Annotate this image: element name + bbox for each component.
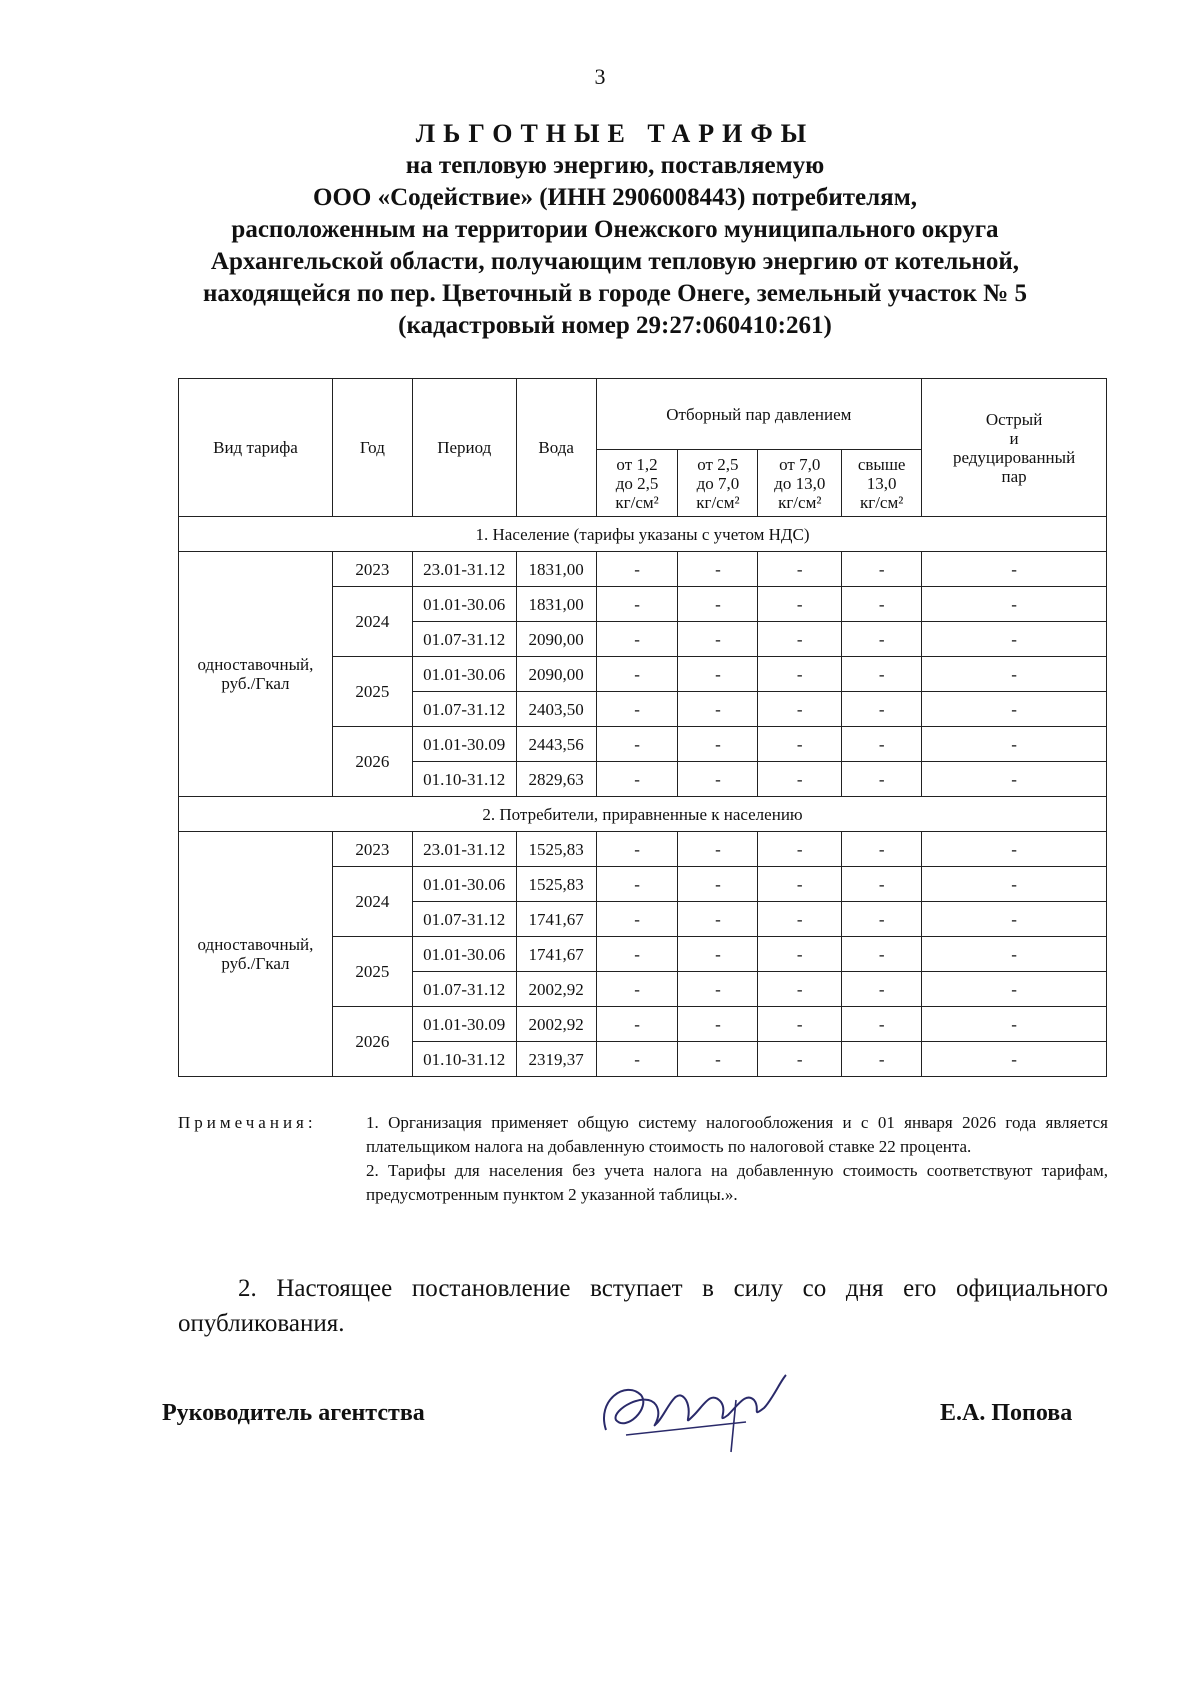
header-line: от 7,0 (779, 454, 821, 474)
steam-cell: - (596, 657, 678, 692)
sharp-steam-cell: - (922, 657, 1107, 692)
header-sharp-line: Острый (985, 409, 1043, 429)
notes-body (366, 1111, 1108, 1207)
signature-name: Е.А. Попова (940, 1400, 1073, 1426)
note-item: 1. Организация применяет общую систему налогообложения и с 01 января 2026 года является плательщиком налога на добавленную стоимость по налоговой ставке 22 процента. (366, 1113, 1108, 1156)
steam-cell: - (678, 657, 758, 692)
steam-cell: - (758, 1007, 842, 1042)
steam-cell: - (758, 972, 842, 1007)
table-row (179, 832, 1107, 867)
steam-cell: - (842, 692, 922, 727)
water-cell: 1831,00 (516, 587, 596, 622)
steam-cell: - (842, 867, 922, 902)
steam-cell: - (758, 867, 842, 902)
steam-cell: - (596, 1042, 678, 1077)
steam-cell: - (596, 832, 678, 867)
water-cell: 2090,00 (516, 657, 596, 692)
tariff-type-cell (179, 552, 333, 797)
water-cell: 2829,63 (516, 762, 596, 797)
steam-cell: - (678, 1007, 758, 1042)
header-line: кг/см² (696, 492, 740, 512)
steam-cell: - (758, 657, 842, 692)
header-steam-4 (842, 450, 922, 517)
tariff-type-cell (179, 832, 333, 1077)
water-cell: 1741,67 (516, 902, 596, 937)
steam-cell: - (758, 692, 842, 727)
steam-cell: - (758, 622, 842, 657)
sharp-steam-cell: - (922, 692, 1107, 727)
section-title: 1. Население (тарифы указаны с учетом НДС) (179, 517, 1107, 552)
header-line: до 13,0 (774, 473, 826, 493)
steam-cell: - (678, 832, 758, 867)
header-sharp-line: редуцированный (952, 447, 1076, 467)
water-cell: 2319,37 (516, 1042, 596, 1077)
steam-cell: - (842, 657, 922, 692)
sharp-steam-cell: - (922, 832, 1107, 867)
title-line: ООО «Содействие» (ИНН 2906008443) потребителям, (313, 184, 917, 211)
sharp-steam-cell: - (922, 552, 1107, 587)
steam-cell: - (596, 902, 678, 937)
steam-cell: - (678, 622, 758, 657)
steam-cell: - (842, 1007, 922, 1042)
steam-cell: - (678, 762, 758, 797)
steam-cell: - (596, 1007, 678, 1042)
steam-cell: - (596, 552, 678, 587)
section-title: 2. Потребители, приравненные к населению (179, 797, 1107, 832)
sharp-steam-cell: - (922, 937, 1107, 972)
period-cell: 01.01-30.06 (412, 937, 516, 972)
header-line: кг/см² (778, 492, 822, 512)
steam-cell: - (596, 692, 678, 727)
steam-cell: - (758, 937, 842, 972)
year-cell: 2025 (332, 937, 412, 1007)
period-cell: 01.07-31.12 (412, 972, 516, 1007)
notes-label: Примечания: (178, 1113, 317, 1132)
steam-cell: - (758, 902, 842, 937)
signature-stroke (626, 1422, 746, 1435)
document-title (150, 118, 1080, 342)
steam-cell: - (842, 762, 922, 797)
header-line: от 1,2 (616, 454, 658, 474)
sharp-steam-cell: - (922, 867, 1107, 902)
sharp-steam-cell: - (922, 762, 1107, 797)
sharp-steam-cell: - (922, 902, 1107, 937)
sharp-steam-cell: - (922, 587, 1107, 622)
tariff-type-line: одноставочный, (197, 655, 314, 674)
header-line: до 7,0 (696, 473, 740, 493)
title-line: (кадастровый номер 29:27:060410:261) (398, 312, 832, 339)
title-line: на тепловую энергию, поставляемую (405, 152, 825, 179)
period-cell: 01.10-31.12 (412, 762, 516, 797)
title-main: ЛЬГОТНЫЕ ТАРИФЫ (415, 119, 815, 148)
steam-cell: - (596, 762, 678, 797)
page-number: 3 (594, 64, 606, 89)
steam-cell: - (596, 972, 678, 1007)
sharp-steam-cell: - (922, 1042, 1107, 1077)
steam-cell: - (678, 587, 758, 622)
period-cell: 01.07-31.12 (412, 902, 516, 937)
year-cell: 2026 (332, 727, 412, 797)
water-cell: 1525,83 (516, 832, 596, 867)
year-cell: 2024 (332, 867, 412, 937)
steam-cell: - (758, 587, 842, 622)
water-cell: 1741,67 (516, 937, 596, 972)
water-cell: 2090,00 (516, 622, 596, 657)
period-cell: 23.01-31.12 (412, 552, 516, 587)
steam-cell: - (758, 727, 842, 762)
decree-paragraph: 2. Настоящее постановление вступает в силу со дня его официального опубликования. (178, 1275, 1108, 1337)
steam-cell: - (758, 832, 842, 867)
steam-cell: - (842, 832, 922, 867)
period-cell: 01.07-31.12 (412, 622, 516, 657)
year-cell: 2026 (332, 1007, 412, 1077)
steam-cell: - (842, 972, 922, 1007)
header-steam-2 (678, 450, 758, 517)
water-cell: 1525,83 (516, 867, 596, 902)
year-cell: 2023 (332, 832, 412, 867)
period-cell: 01.01-30.06 (412, 657, 516, 692)
year-cell: 2023 (332, 552, 412, 587)
steam-cell: - (842, 902, 922, 937)
sharp-steam-cell: - (922, 727, 1107, 762)
period-cell: 01.07-31.12 (412, 692, 516, 727)
water-cell: 2002,92 (516, 972, 596, 1007)
steam-cell: - (678, 727, 758, 762)
steam-cell: - (678, 552, 758, 587)
steam-cell: - (842, 622, 922, 657)
tariff-type-line: одноставочный, (197, 935, 314, 954)
water-cell: 1831,00 (516, 552, 596, 587)
header-steam-1 (596, 450, 678, 517)
water-cell: 2403,50 (516, 692, 596, 727)
sharp-steam-cell: - (922, 622, 1107, 657)
steam-cell: - (678, 902, 758, 937)
steam-cell: - (842, 587, 922, 622)
header-sharp-steam (922, 379, 1107, 517)
header-water: Вода (516, 379, 596, 517)
steam-cell: - (842, 727, 922, 762)
steam-cell: - (678, 867, 758, 902)
water-cell: 2002,92 (516, 1007, 596, 1042)
steam-cell: - (758, 762, 842, 797)
header-sharp-line: пар (1001, 466, 1027, 486)
period-cell: 01.01-30.06 (412, 587, 516, 622)
water-cell: 2443,56 (516, 727, 596, 762)
steam-cell: - (678, 972, 758, 1007)
steam-cell: - (596, 587, 678, 622)
period-cell: 01.01-30.06 (412, 867, 516, 902)
steam-cell: - (842, 552, 922, 587)
tariff-table (178, 378, 1107, 1077)
header-tariff-type: Вид тарифа (179, 379, 333, 517)
period-cell: 23.01-31.12 (412, 832, 516, 867)
title-line: Архангельской области, получающим тепловую энергию от котельной, (210, 248, 1020, 275)
steam-cell: - (678, 937, 758, 972)
steam-cell: - (842, 937, 922, 972)
steam-cell: - (596, 727, 678, 762)
period-cell: 01.10-31.12 (412, 1042, 516, 1077)
steam-cell: - (678, 1042, 758, 1077)
signature-stroke (604, 1375, 786, 1430)
title-line: находящейся по пер. Цветочный в городе Онеге, земельный участок № 5 (203, 280, 1027, 307)
header-line: от 2,5 (697, 454, 739, 474)
sharp-steam-cell: - (922, 972, 1107, 1007)
header-year: Год (332, 379, 412, 517)
tariff-type-line: руб./Гкал (221, 674, 290, 693)
note-item: 2. Тарифы для населения без учета налога на добавленную стоимость соответствуют тарифам, предусмотренным пунктом 2 указанной таблицы.». (366, 1161, 1108, 1204)
header-line: свыше (857, 454, 906, 474)
table-row (179, 552, 1107, 587)
year-cell: 2025 (332, 657, 412, 727)
signature-image (586, 1360, 796, 1460)
steam-cell: - (596, 937, 678, 972)
steam-cell: - (758, 552, 842, 587)
header-period: Период (412, 379, 516, 517)
steam-cell: - (842, 1042, 922, 1077)
steam-cell: - (758, 1042, 842, 1077)
period-cell: 01.01-30.09 (412, 727, 516, 762)
steam-cell: - (596, 867, 678, 902)
title-line: расположенным на территории Онежского муниципального округа (231, 216, 999, 243)
tariff-type-line: руб./Гкал (221, 954, 290, 973)
steam-cell: - (678, 692, 758, 727)
header-sharp-line: и (1009, 428, 1019, 448)
header-steam-group: Отборный пар давлением (596, 379, 922, 450)
header-steam-3 (758, 450, 842, 517)
signature-role: Руководитель агентства (162, 1400, 425, 1426)
year-cell: 2024 (332, 587, 412, 657)
period-cell: 01.01-30.09 (412, 1007, 516, 1042)
steam-cell: - (596, 622, 678, 657)
header-line: 13,0 (866, 473, 897, 493)
header-line: кг/см² (859, 492, 904, 512)
header-line: кг/см² (615, 492, 659, 512)
sharp-steam-cell: - (922, 1007, 1107, 1042)
header-line: до 2,5 (615, 473, 659, 493)
